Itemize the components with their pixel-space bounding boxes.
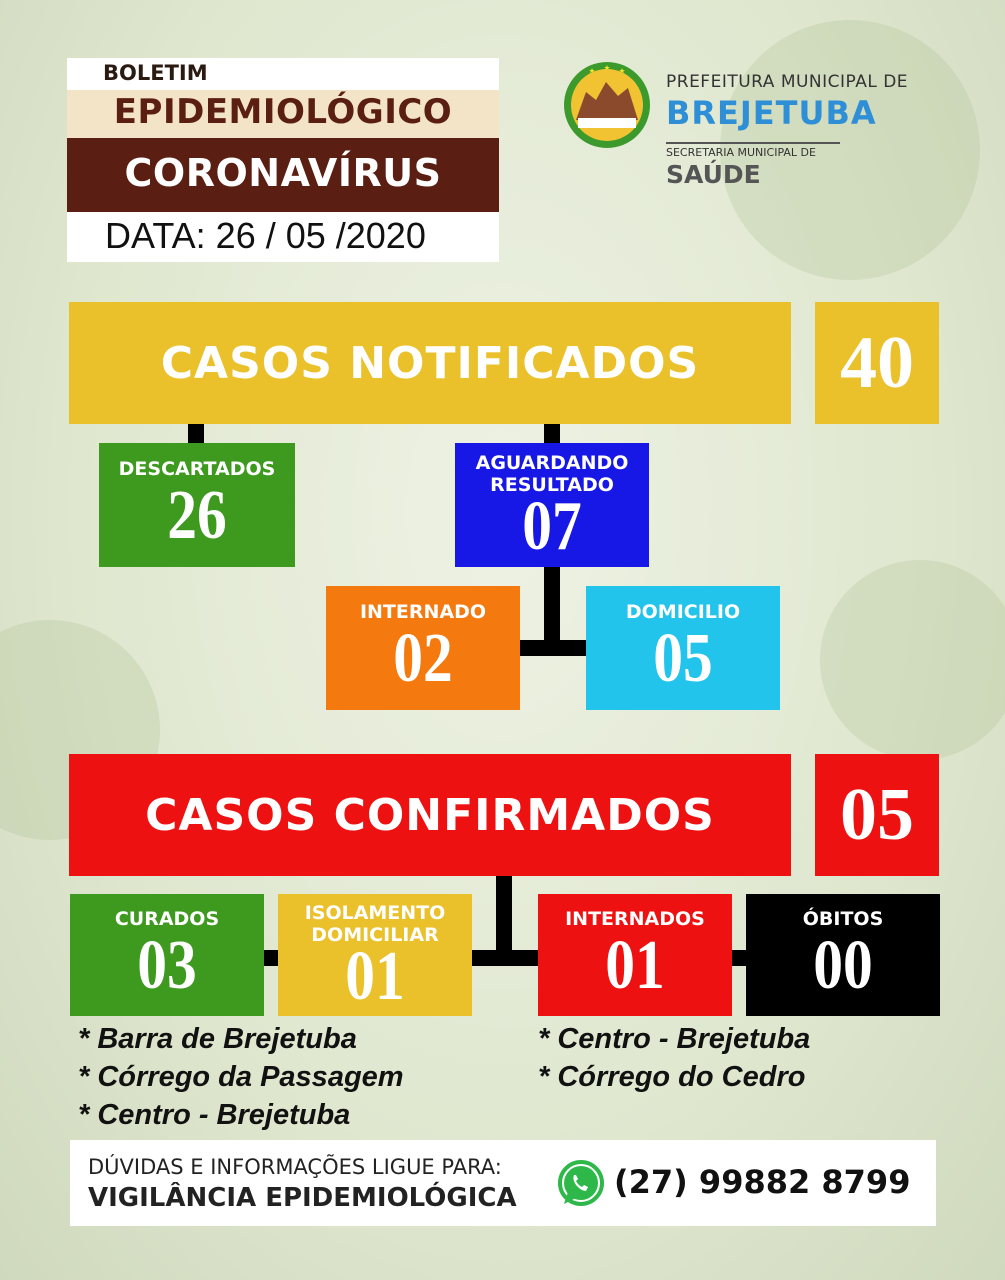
internados-box (538, 894, 732, 1016)
descartados-label: DESCARTADOS (118, 458, 276, 480)
aguardando-box (455, 443, 649, 567)
casos-notificados-banner (69, 302, 791, 424)
connector-line (188, 424, 204, 444)
connector-line (544, 566, 560, 650)
footer-line1: DÚVIDAS E INFORMAÇÕES LIGUE PARA: (88, 1155, 502, 1179)
whatsapp-icon[interactable] (556, 1158, 606, 1208)
header-date (67, 212, 499, 262)
locations-left (78, 1020, 518, 1134)
location-item: * Barra de Brejetuba (78, 1023, 357, 1055)
obitos-box (746, 894, 940, 1016)
domicilio-label: DOMICILIO (625, 601, 741, 623)
casos-confirmados-label: CASOS CONFIRMADOS (145, 789, 715, 841)
domicilio-value: 05 (653, 620, 713, 697)
logo-line2: BREJETUBA (666, 94, 877, 132)
header-boletim-text: BOLETIM (103, 61, 208, 85)
descartados-value: 26 (167, 477, 227, 554)
isolamento-box (278, 894, 472, 1016)
isolamento-label: ISOLAMENTO DOMICILIAR (304, 902, 446, 946)
phone-number[interactable]: (27) 99882 8799 (614, 1163, 911, 1201)
seal-icon (562, 60, 652, 150)
footer-banner (70, 1140, 936, 1226)
obitos-label: ÓBITOS (802, 908, 884, 930)
isolamento-value: 01 (345, 938, 405, 1015)
curados-box (70, 894, 264, 1016)
connector-line (470, 950, 540, 966)
locations-right (538, 1020, 938, 1096)
casos-confirmados-banner (69, 754, 791, 876)
aguardando-label: AGUARDANDO RESULTADO (475, 452, 629, 496)
casos-notificados-value: 40 (840, 321, 914, 404)
logo-line3: SECRETARIA MUNICIPAL DE (666, 146, 816, 159)
internados-value: 01 (605, 927, 665, 1004)
casos-notificados-count (815, 302, 939, 424)
date-text: DATA: 26 / 05 /2020 (105, 215, 426, 256)
logo-line1: PREFEITURA MUNICIPAL DE (666, 72, 909, 92)
casos-confirmados-count (815, 754, 939, 876)
internado-box (326, 586, 520, 710)
descartados-box (99, 443, 295, 567)
location-item: * Centro - Brejetuba (538, 1023, 811, 1055)
internados-label: INTERNADOS (565, 908, 705, 930)
municipal-seal (562, 60, 652, 150)
internado-value: 02 (393, 620, 453, 697)
obitos-value: 00 (813, 927, 873, 1004)
header-coronavirus (67, 138, 499, 212)
aguardando-value: 07 (522, 488, 582, 565)
domicilio-box (586, 586, 780, 710)
footer-line2: VIGILÂNCIA EPIDEMIOLÓGICA (88, 1183, 517, 1213)
connector-line (496, 876, 512, 958)
virus-background (820, 560, 1005, 760)
header-epidemiologico (67, 90, 499, 138)
curados-label: CURADOS (114, 908, 220, 930)
curados-value: 03 (137, 927, 197, 1004)
internado-label: INTERNADO (359, 601, 487, 623)
logo-divider (666, 142, 840, 144)
header-epidemiologico-text: EPIDEMIOLÓGICO (113, 92, 453, 132)
location-item: * Centro - Brejetuba (78, 1099, 351, 1131)
logo-line4: SAÚDE (666, 160, 761, 189)
connector-line (544, 424, 560, 444)
header-boletim (67, 58, 499, 90)
location-item: * Córrego do Cedro (538, 1061, 806, 1093)
casos-notificados-label: CASOS NOTIFICADOS (160, 337, 700, 389)
location-item: * Córrego da Passagem (78, 1061, 404, 1093)
casos-confirmados-value: 05 (840, 773, 914, 856)
connector-line (520, 640, 586, 656)
header-coronavirus-text: CORONAVÍRUS (124, 151, 442, 195)
